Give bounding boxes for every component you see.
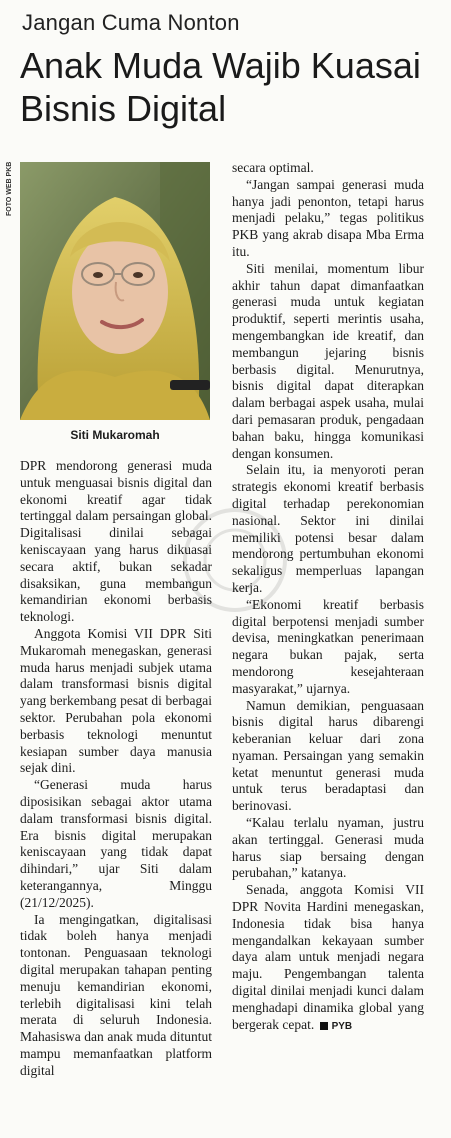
paragraph: Anggota Komisi VII DPR Siti Mukaromah menegaskan, generasi muda harus menjadi subjek utama dalam transformasi bisnis digital yang berkembang pesat di berbagai sektor. Perubahan pola ekonomi berbasis teknologi menuntut kesiapan sumber daya manusia sejak dini. (20, 625, 212, 776)
article-headline: Anak Muda Wajib Kuasai Bisnis Digital (20, 45, 421, 129)
paragraph: “Kalau terlalu nyaman, justru akan tertinggal. Generasi muda harus siap bersaing dengan perubahan,” katanya. (232, 815, 424, 881)
paragraph: “Ekonomi kreatif berbasis digital berpotensi menjadi sumber devisa, meningkatkan penerimaan negara bukan pajak, serta mendorong kesejahteraan masyarakat,” ujarnya. (232, 596, 424, 696)
article-body-right (232, 160, 424, 1035)
end-mark-icon (320, 1022, 328, 1030)
paragraph: Ia mengingatkan, digitalisasi tidak boleh hanya menjadi tontonan. Penguasaan teknologi digital merupakan tahapan penting menuju kemandirian ekonomi, terlebih digitalisasi kini telah merata di seluruh Indonesia. Mahasiswa dan anak muda dituntut mampu memanfaatkan platform digital (20, 911, 212, 1078)
article-photo (20, 162, 210, 420)
article-body-left (20, 458, 212, 1079)
paragraph: secara optimal. (232, 160, 314, 175)
paragraph: Namun demikian, penguasaan bisnis digital harus dibarengi keberanian keluar dari zona nyaman. Persaingan yang semakin ketat menuntut generasi muda untuk terus beradaptasi dan berinovasi. (232, 697, 424, 814)
portrait-illustration (20, 162, 210, 420)
article-kicker: Jangan Cuma Nonton (22, 10, 240, 35)
byline: PYB (331, 1020, 353, 1032)
paragraph: Selain itu, ia menyoroti peran strategis ekonomi kreatif berbasis digital terhadap perekonomian nasional. Sektor ini dinilai memiliki potensi besar dalam mendorong pertumbuhan ekonomi sekaligus memperluas lapangan kerja. (232, 462, 424, 595)
paragraph-final-text: Senada, anggota Komisi VII DPR Novita Hardini menegaskan, Indonesia tidak bisa hanya mengandalkan kekayaan sumber daya alam untuk menjadi negara maju. Pengembangan talenta digital dinilai menjadi kunci dalam menghadapi dinamika global yang bergerak cepat. (232, 882, 424, 1032)
paragraph-final (232, 882, 424, 1035)
paragraph: “Jangan sampai generasi muda hanya jadi penonton, tetapi harus menjadi pelaku,” tegas politikus PKB yang akrab disapa Mba Erma itu. (232, 176, 424, 259)
photo-credit: FOTO WEB PKB (6, 162, 13, 217)
paragraph: DPR mendorong generasi muda untuk menguasai bisnis digital dan ekonomi kreatif agar tidak tertinggal dalam persaingan global. Digitalisasi dinilai sebagai keniscayaan yang harus dikuasai secara aktif, bukan sekadar disaksikan, guna membangun kemandirian ekonomi berbasis teknologi. (20, 458, 212, 625)
paragraph: “Generasi muda harus diposisikan sebagai aktor utama dalam transformasi bisnis digital. Era bisnis digital merupakan keniscayaan yang tidak dapat dihindari,” ujar Siti dalam keterangannya, Minggu (21/12/2025). (20, 777, 212, 910)
photo-caption: Siti Mukaromah (70, 428, 160, 442)
paragraph: Siti menilai, momentum libur akhir tahun dapat dimanfaatkan generasi muda untuk kegiatan produktif, seperti merintis usaha, mengembangkan ide kreatif, dan membangun jejaring bisnis berbasis digital. Menurutnya, bisnis digital dapat diterapkan dalam berbagai aspek usaha, mulai dari pemasaran produk, pengadaan bahan baku, hingga komunikasi dengan konsumen. (232, 260, 424, 461)
